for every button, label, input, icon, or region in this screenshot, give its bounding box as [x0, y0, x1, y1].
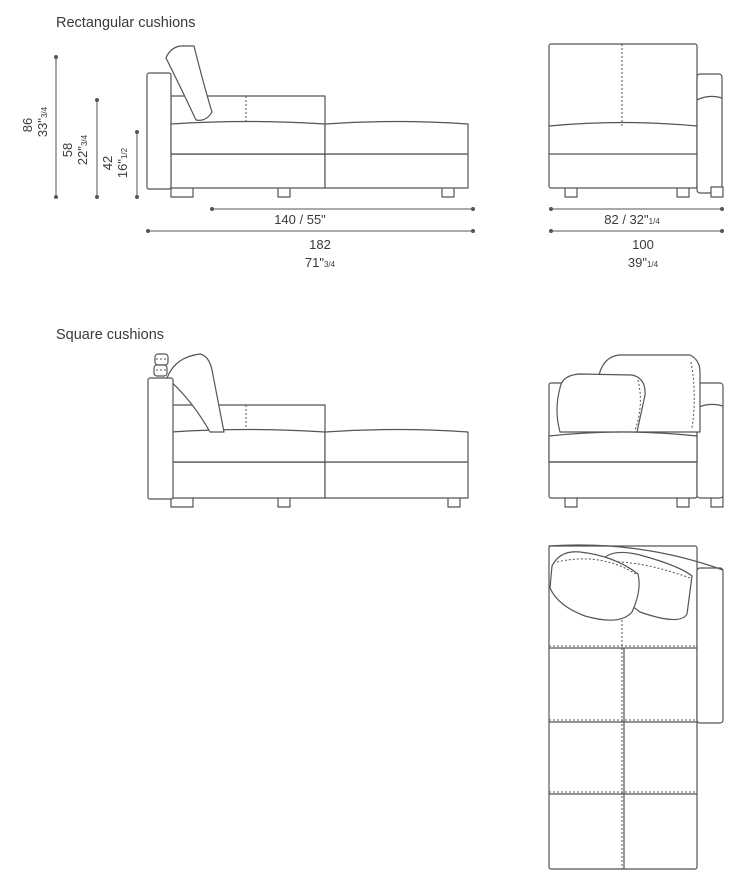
seat-cushion: [171, 122, 325, 155]
total-depth-in: 39"1/4: [627, 255, 659, 270]
rect-side-view: [20, 46, 475, 270]
section-title-rectangular: Rectangular cushions: [56, 15, 196, 31]
armrest: [147, 73, 171, 189]
total-depth-cm: 100: [632, 237, 654, 252]
armrest: [697, 383, 723, 498]
seat-cushion: [325, 122, 468, 155]
section-title-square: Square cushions: [56, 327, 165, 343]
total-length-cm: 182: [309, 237, 331, 252]
height-total-cm: 86: [20, 117, 35, 133]
height-arm-in: 22"3/4: [75, 134, 90, 166]
rect-front-view: [549, 44, 724, 270]
base-right: [325, 154, 468, 188]
armrest: [697, 568, 723, 723]
armrest: [148, 378, 173, 499]
armrest: [697, 74, 722, 193]
total-length-in: 71"3/4: [304, 255, 336, 270]
square-top-view: [549, 545, 723, 869]
height-arm-cm: 58: [60, 142, 75, 158]
height-seat-in: 16"1/2: [115, 147, 130, 179]
height-total-in: 33"3/4: [35, 106, 50, 138]
height-seat-cm: 42: [100, 155, 115, 171]
front-cushion: [557, 374, 645, 432]
square-front-view: [549, 355, 723, 507]
seat-length-label: 140 / 55": [274, 212, 326, 227]
base-left: [171, 154, 325, 188]
seat-depth-label: 82 / 32"1/4: [604, 212, 660, 227]
back-rect: [549, 44, 697, 188]
square-side-view: [148, 354, 468, 507]
